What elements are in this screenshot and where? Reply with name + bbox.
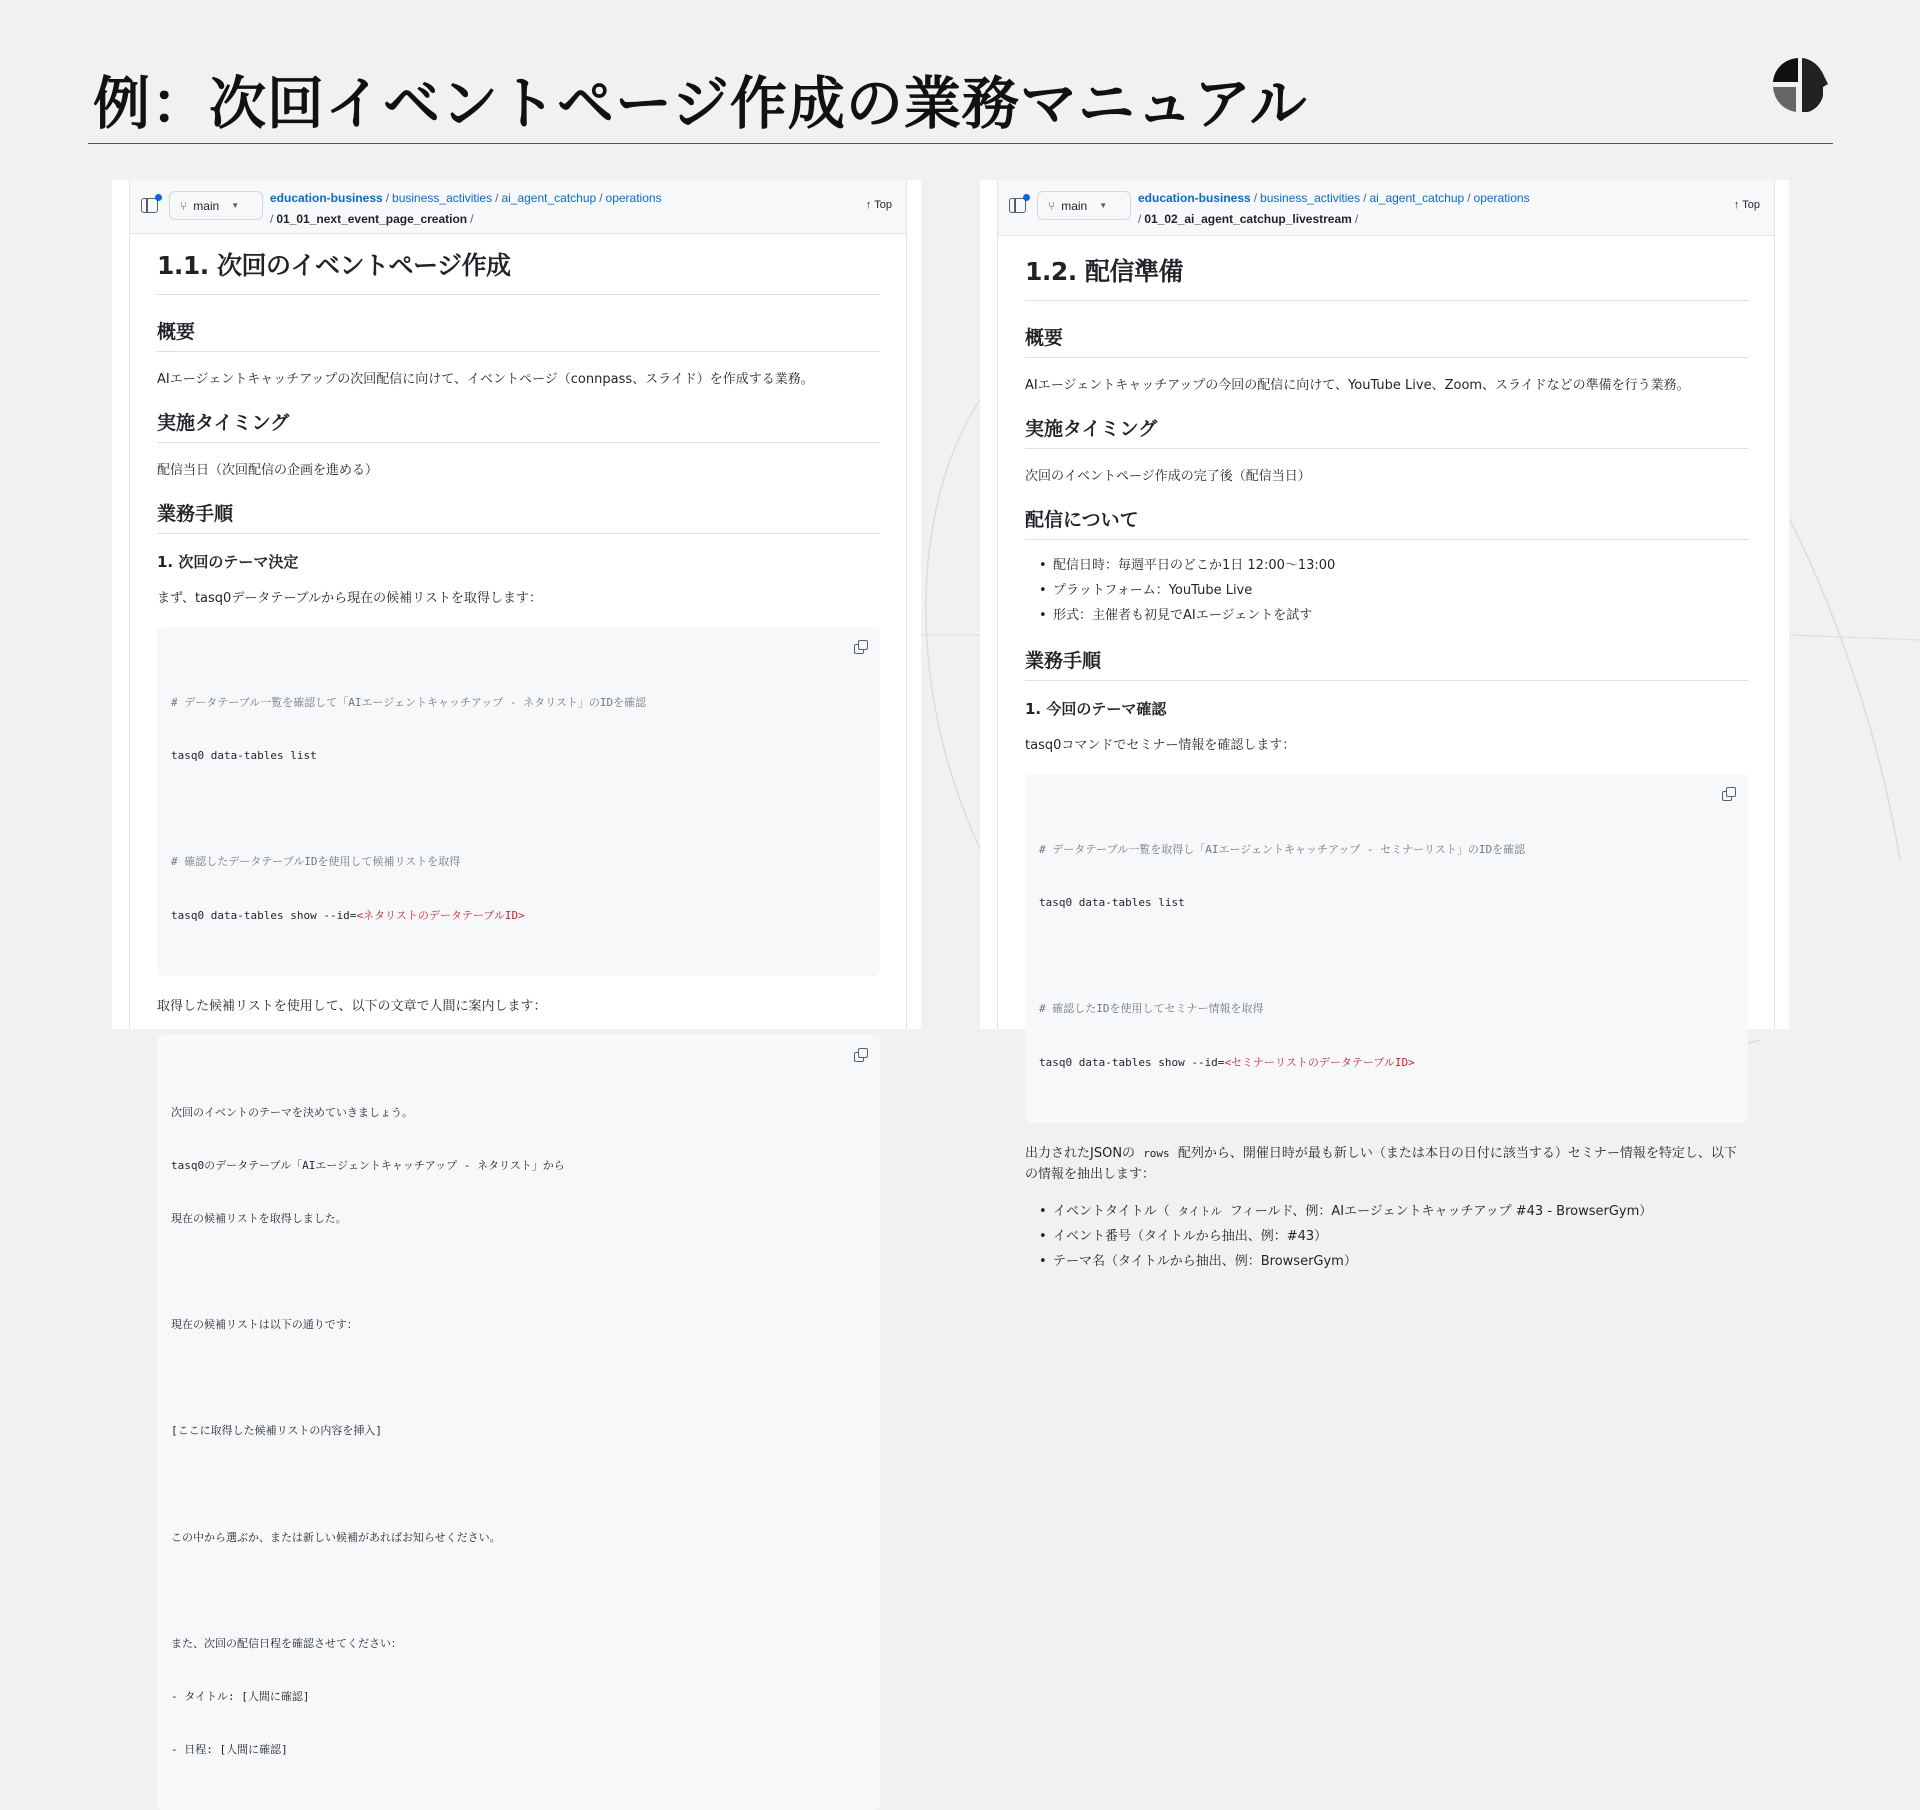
file-header-bar [130, 180, 906, 234]
chevron-down-icon: ▼ [1099, 201, 1108, 210]
breadcrumb: education-business / business_activities / ai_agent_catchup / operations / 01_02_ai_agent_catchup_livestream / [1138, 191, 1530, 226]
code-block [157, 627, 880, 976]
code-line: [ここに取得した候補リストの内容を挿入] [171, 1424, 383, 1438]
code-line [171, 1475, 866, 1493]
breadcrumb-segment-link[interactable]: operations [605, 191, 662, 205]
doc-title: 1.1. 次回のイベントページ作成 [157, 246, 880, 295]
section-heading-overview: 概要 [1025, 323, 1748, 358]
code-line: 現在の候補リストを取得しました。 [171, 1211, 347, 1225]
breadcrumb-segment-link[interactable]: business_activities [1260, 191, 1361, 205]
list-item: • プラットフォーム：YouTube Live [1039, 578, 1748, 603]
code-placeholder: <セミナーリストのデータテーブルID> [1224, 1055, 1415, 1069]
slide-title: 例：次回イベントページ作成の業務マニュアル [93, 71, 1308, 137]
section-heading-procedure: 業務手順 [157, 499, 880, 534]
back-to-top-link[interactable]: ↑ Top [865, 199, 892, 211]
back-to-top-link[interactable]: ↑ Top [1733, 199, 1760, 211]
code-comment: # データテーブル一覧を確認して「AIエージェントキャッチアップ - ネタリスト」のIDを確認 [171, 696, 647, 710]
breadcrumb-segment-link[interactable]: ai_agent_catchup [1369, 191, 1465, 205]
code-line: - 日程: [人間に確認] [171, 1743, 288, 1756]
breadcrumb: education-business / business_activities / ai_agent_catchup / operations / 01_01_next_event_page_creation / [270, 191, 662, 226]
code-block-message [157, 1035, 880, 1810]
branch-name: main [1061, 198, 1088, 213]
step-text: 取得した候補リストを使用して、以下の文章で人間に案内します： [157, 998, 547, 1014]
section-heading-timing: 実施タイミング [1025, 414, 1748, 449]
about-list [1039, 553, 1748, 628]
branch-name: main [193, 198, 220, 213]
markdown-content [998, 236, 1774, 1274]
code-line: tasq0 data-tables show --id=<セミナーリストのデータテーブルID> [1039, 1055, 1415, 1069]
markdown-content [130, 234, 906, 1810]
breadcrumb-current-file: 01_02_ai_agent_catchup_livestream [1144, 212, 1352, 226]
step-heading: 1. 今回のテーマ確認 [1025, 700, 1167, 718]
code-line: また、次回の配信日程を確認させてください： [171, 1636, 402, 1650]
section-heading-about: 配信について [1025, 505, 1748, 540]
sidebar-toggle-icon[interactable] [1009, 198, 1026, 213]
code-block [1025, 774, 1748, 1123]
arrow-up-icon: ↑ [1733, 199, 1740, 211]
chevron-down-icon: ▼ [231, 201, 240, 210]
step-text: tasq0コマンドでセミナー情報を確認します： [1025, 738, 1296, 753]
code-line: tasq0 data-tables show --id=<ネタリストのデータテーブルID> [171, 908, 525, 922]
left-document-panel [112, 180, 921, 1756]
right-document-panel [980, 180, 1789, 1269]
git-branch-icon: ⑂ [1048, 198, 1056, 213]
inline-code: rows [1139, 1146, 1174, 1161]
code-placeholder: <ネタリストのデータテーブルID> [356, 908, 525, 922]
extract-text: 出力されたJSONの rows 配列から、開催日時が最も新しい（または本日の日付に該当する）セミナー情報を特定し、以下の情報を抽出します： [1025, 1145, 1737, 1182]
code-line [171, 1369, 866, 1387]
code-line [171, 1582, 866, 1600]
step-heading: 1. 次回のテーマ決定 [157, 553, 299, 571]
breadcrumb-current-file: 01_01_next_event_page_creation [276, 212, 468, 226]
breadcrumb-segment-link[interactable]: business_activities [392, 191, 493, 205]
code-line: この中から選ぶか、または新しい候補があればお知らせください。 [171, 1530, 501, 1544]
code-comment: # 確認したデータテーブルIDを使用して候補リストを取得 [171, 855, 461, 869]
git-branch-icon: ⑂ [180, 198, 188, 213]
copy-icon[interactable] [854, 1048, 866, 1060]
code-line: 次回のイベントのテーマを決めていきましょう。 [171, 1105, 413, 1119]
code-line: 現在の候補リストは以下の通りです： [171, 1318, 358, 1332]
code-line: tasq0のデータテーブル「AIエージェントキャッチアップ - ネタリスト」から [171, 1158, 565, 1172]
breadcrumb-repo-link[interactable]: education-business [1138, 191, 1251, 205]
breadcrumb-repo-link[interactable]: education-business [270, 191, 383, 205]
branch-selector-button[interactable] [169, 191, 263, 220]
code-line: tasq0 data-tables list [1039, 896, 1185, 910]
company-logo-icon [1768, 54, 1832, 118]
step-text: まず、tasq0データテーブルから現在の候補リストを取得します： [157, 591, 542, 606]
code-blank-line [1039, 947, 1734, 965]
timing-text: 次回のイベントページ作成の完了後（配信当日） [1025, 469, 1311, 484]
list-item: • イベント番号（タイトルから抽出、例：#43） [1039, 1224, 1748, 1249]
list-item: • テーマ名（タイトルから抽出、例：BrowserGym） [1039, 1249, 1748, 1274]
sidebar-toggle-icon[interactable] [141, 198, 158, 213]
list-item: • イベントタイトル（ タイトル フィールド、例：AIエージェントキャッチアップ #43 - BrowserGym） [1039, 1199, 1748, 1224]
code-blank-line [171, 800, 866, 818]
section-heading-overview: 概要 [157, 317, 880, 352]
arrow-up-icon: ↑ [865, 199, 872, 211]
breadcrumb-segment-link[interactable]: ai_agent_catchup [501, 191, 597, 205]
timing-text: 配信当日（次回配信の企画を進める） [157, 463, 379, 478]
inline-code: タイトル [1174, 1204, 1226, 1219]
file-header-bar [998, 180, 1774, 236]
code-comment: # データテーブル一覧を取得し「AIエージェントキャッチアップ - セミナーリスト」のIDを確認 [1039, 843, 1526, 857]
code-line: - タイトル: [人間に確認] [171, 1689, 310, 1703]
list-item: • 配信日時：毎週平日のどこか1日 12:00〜13:00 [1039, 553, 1748, 578]
code-line [171, 1263, 866, 1281]
title-divider [88, 143, 1833, 144]
copy-icon[interactable] [1722, 787, 1734, 799]
extract-list [1039, 1199, 1748, 1274]
code-line: tasq0 data-tables list [171, 749, 317, 763]
overview-text: AIエージェントキャッチアップの次回配信に向けて、イベントページ（connpass、スライド）を作成する業務。 [157, 372, 814, 387]
breadcrumb-segment-link[interactable]: operations [1473, 191, 1530, 205]
list-item: • 形式：主催者も初見でAIエージェントを試す [1039, 603, 1748, 628]
branch-selector-button[interactable] [1037, 191, 1131, 220]
section-heading-procedure: 業務手順 [1025, 646, 1748, 681]
doc-title: 1.2. 配信準備 [1025, 252, 1748, 301]
overview-text: AIエージェントキャッチアップの今回の配信に向けて、YouTube Live、Zoom、スライドなどの準備を行う業務。 [1025, 378, 1690, 393]
copy-icon[interactable] [854, 640, 866, 652]
section-heading-timing: 実施タイミング [157, 408, 880, 443]
code-comment: # 確認したIDを使用してセミナー情報を取得 [1039, 1002, 1264, 1016]
